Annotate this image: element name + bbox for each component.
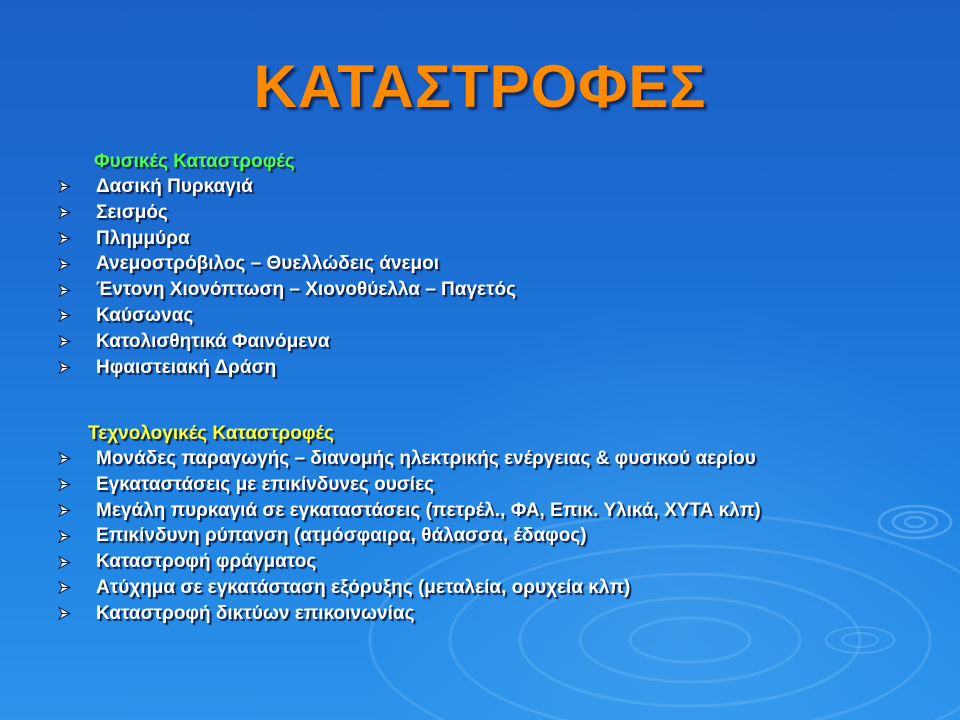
list-item-text: Καύσωνας xyxy=(96,304,194,326)
list-item xyxy=(58,251,516,277)
arrow-bullet-icon xyxy=(58,200,72,226)
list-item-text: Καταστροφή δικτύων επικοινωνίας xyxy=(96,602,415,624)
list-item-text: Ηφαιστειακή Δράση xyxy=(96,356,277,378)
arrow-bullet-icon xyxy=(58,329,72,355)
arrow-bullet-icon xyxy=(58,251,72,277)
list-item xyxy=(58,174,516,200)
list-item xyxy=(58,277,516,303)
list-item-text: Δασική Πυρκαγιά xyxy=(96,176,253,197)
natural-disasters-heading: Φυσικές Καταστροφές xyxy=(94,151,295,172)
arrow-bullet-icon xyxy=(58,303,72,329)
list-item-text: Καταστροφή φράγματος xyxy=(96,551,317,573)
arrow-bullet-icon xyxy=(58,575,72,601)
arrow-bullet-icon xyxy=(58,498,72,524)
slide-title: ΚΑΤΑΣΤΡΟΦΕΣ xyxy=(253,53,707,120)
list-item xyxy=(58,601,761,627)
technological-disasters-heading: Τεχνολογικές Καταστροφές xyxy=(88,423,334,444)
list-item xyxy=(58,226,516,252)
list-item xyxy=(58,200,516,226)
list-item xyxy=(58,329,516,355)
list-item-text: Μονάδες παραγωγής – διανομής ηλεκτρικής ενέργειας & φυσικού αερίου xyxy=(96,448,756,469)
arrow-bullet-icon xyxy=(58,523,72,549)
arrow-bullet-icon xyxy=(58,601,72,627)
list-item-text: Επικίνδυνη ρύπανση (ατμόσφαιρα, θάλασσα, έδαφος) xyxy=(96,525,587,547)
list-item-text: Πλημμύρα xyxy=(96,227,190,249)
list-item-text: Ανεμοστρόβιλος – Θυελλώδεις άνεμοι xyxy=(96,253,440,275)
list-item-text: Ατύχημα σε εγκατάσταση εξόρυξης (μεταλεία, ορυχεία κλπ) xyxy=(96,576,631,598)
list-item xyxy=(58,549,761,575)
arrow-bullet-icon xyxy=(58,472,72,498)
list-item xyxy=(58,575,761,601)
list-item-text: Εγκαταστάσεις με επικίνδυνες ουσίες xyxy=(96,473,434,495)
list-item xyxy=(58,446,761,472)
list-item xyxy=(58,498,761,524)
arrow-bullet-icon xyxy=(58,174,72,200)
list-item-text: Σεισμός xyxy=(96,201,168,223)
list-item xyxy=(58,355,516,381)
list-item xyxy=(58,472,761,498)
list-item-text: Μεγάλη πυρκαγιά σε εγκαταστάσεις (πετρέλ., ΦΑ, Επικ. Υλικά, ΧΥΤΑ κλπ) xyxy=(96,499,761,521)
arrow-bullet-icon xyxy=(58,277,72,303)
natural-disasters-list xyxy=(58,174,516,380)
list-item xyxy=(58,303,516,329)
arrow-bullet-icon xyxy=(58,549,72,575)
technological-disasters-list xyxy=(58,446,761,627)
list-item-text: Κατολισθητικά Φαινόμενα xyxy=(96,330,330,352)
list-item xyxy=(58,523,761,549)
arrow-bullet-icon xyxy=(58,226,72,252)
arrow-bullet-icon xyxy=(58,355,72,381)
list-item-text: Έντονη Χιονόπτωση – Χιονοθύελλα – Παγετός xyxy=(96,279,516,301)
arrow-bullet-icon xyxy=(58,446,72,472)
